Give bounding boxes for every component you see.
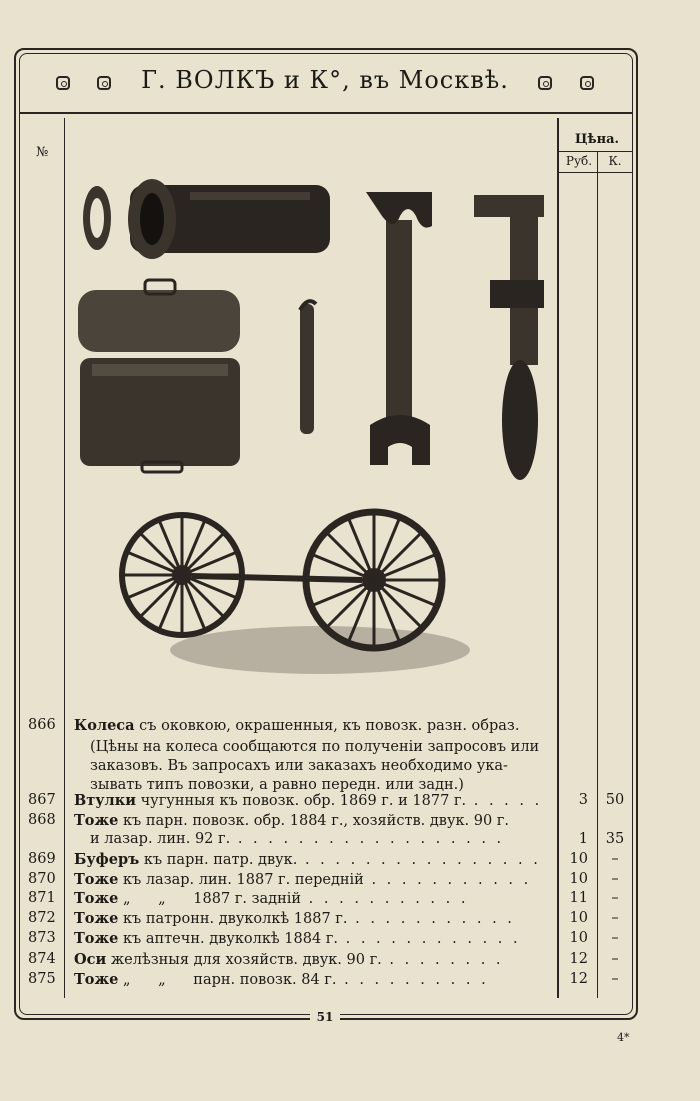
- page-header-title: Г. ВОЛКЪ и К°, въ Москвѣ.: [141, 66, 509, 94]
- entry-description: [74, 889, 554, 909]
- entry-text: съ оковкою, окрашенныя, къ повозк. разн. образ.: [139, 718, 520, 734]
- entry-price-kop: –: [611, 871, 619, 887]
- rub-column-header: Руб.: [565, 154, 593, 168]
- catalog-entry-867: [0, 791, 700, 810]
- entry-text: чугунныя къ повозк. обр. 1869 г. и 1877 г.: [140, 793, 467, 809]
- entry-text: къ лазар. лин. 1887 г. передній: [122, 872, 364, 888]
- catalog-entry-870: [0, 870, 700, 889]
- signature-mark: 4*: [617, 1031, 630, 1044]
- leader-dots: . . . . . . . . . . .: [363, 872, 532, 888]
- entry-name: Тоже: [74, 930, 119, 947]
- entry-name: Буферъ: [74, 851, 140, 868]
- entry-name: Тоже: [74, 890, 119, 907]
- entry-price-kop: –: [611, 851, 619, 867]
- entry-description: [74, 716, 554, 736]
- entry-text: и лазар. лин. 92 г.: [90, 831, 231, 847]
- entry-note-line: (Цѣны на колеса сообщаются по полученіи запросовъ или: [90, 739, 540, 755]
- entry-text: желѣзныя для хозяйств. двук. 90 г.: [110, 952, 382, 968]
- entry-price-kop: –: [611, 971, 619, 987]
- entry-price-kop: –: [611, 890, 619, 906]
- entry-description: [74, 870, 554, 890]
- price-subheader-rule: [557, 172, 633, 173]
- ornament-icon: [97, 76, 111, 90]
- entry-price-rub: 3: [578, 792, 588, 808]
- entry-name: Тоже: [74, 971, 119, 988]
- entry-text: къ патронн. двуколкѣ 1887 г.: [122, 911, 348, 927]
- entry-description: [74, 909, 554, 929]
- parts-illustration: [70, 170, 550, 700]
- catalog-entry-873: [0, 929, 700, 948]
- entry-price-rub: 12: [569, 971, 588, 987]
- ornament-icon: [580, 76, 594, 90]
- entry-number: 868: [28, 812, 56, 828]
- entry-description: [74, 811, 554, 831]
- monkey-wrench-icon: [474, 195, 544, 480]
- leader-dots: . . . . . . . .: [381, 952, 504, 968]
- entry-number: 872: [28, 910, 56, 926]
- leader-dots: . . . . .: [466, 793, 543, 809]
- entry-number: 867: [28, 792, 56, 808]
- washer-ring-icon: [83, 186, 111, 250]
- catalog-entry-871: [0, 889, 700, 908]
- leader-dots: . . . . . . . . . . . . . . . .: [297, 852, 541, 868]
- entry-name: Тоже: [74, 910, 119, 927]
- entry-number: 869: [28, 851, 56, 867]
- ornament-icon: [56, 76, 70, 90]
- leader-dots: . . . . . . . . . . .: [301, 891, 469, 907]
- entry-price-rub: 10: [569, 930, 588, 946]
- entry-text: „ „ 1887 г. задній: [122, 891, 302, 907]
- hub-bushing-icon: [128, 179, 330, 259]
- leader-dots: . . . . . . . . . . .: [347, 911, 515, 927]
- entry-price-kop: 35: [605, 831, 625, 847]
- entry-price-kop: 50: [605, 792, 625, 808]
- catalog-entry-869: [0, 850, 700, 869]
- entry-text: къ парн. повозк. обр. 1884 г., хозяйств. двук. 90 г.: [122, 813, 510, 829]
- ornament-icon: [538, 76, 552, 90]
- open-wrench-icon: [366, 192, 432, 465]
- entry-description: [74, 791, 554, 811]
- entry-number: 866: [28, 717, 56, 733]
- kop-column-header: К.: [608, 154, 622, 168]
- entry-number: 874: [28, 951, 56, 967]
- catalog-entry-866: [0, 716, 700, 735]
- page-number: 51: [310, 1010, 340, 1024]
- entry-description: [74, 950, 554, 970]
- entry-note-line: зывать типъ повозки, а равно передн. или задн.): [90, 777, 464, 793]
- entry-price-kop: –: [611, 951, 619, 967]
- entry-name: Тоже: [74, 871, 119, 888]
- entry-description: [74, 970, 554, 990]
- catalog-entry-872: [0, 909, 700, 928]
- entry-price-rub: 10: [569, 871, 588, 887]
- entry-description: [90, 830, 570, 849]
- entry-price-rub: 1: [578, 831, 588, 847]
- entry-price-rub: 11: [569, 890, 588, 906]
- catalog-entry-868-cont: [0, 830, 700, 849]
- entry-description: [74, 850, 554, 870]
- catalog-entry-868: [0, 811, 700, 830]
- entry-number: 875: [28, 971, 56, 987]
- small-key-icon: [300, 301, 316, 434]
- leader-dots: . . . . . . . . . . . .: [338, 931, 521, 947]
- entry-price-rub: 12: [569, 951, 588, 967]
- leader-dots: . . . . . . . . . . . . . . . . . .: [230, 831, 505, 847]
- entry-price-kop: –: [611, 930, 619, 946]
- catalog-entry-874: [0, 950, 700, 969]
- entry-text: къ парн. патр. двук.: [143, 852, 298, 868]
- entry-name: Тоже: [74, 812, 119, 829]
- entry-number: 873: [28, 930, 56, 946]
- entry-number: 871: [28, 890, 56, 906]
- wheels-axle-icon: [122, 512, 470, 674]
- entry-price-rub: 10: [569, 851, 588, 867]
- entry-text: „ „ парн. повозк. 84 г.: [122, 972, 337, 988]
- header-separator: [19, 112, 633, 114]
- entry-name: Втулки: [74, 792, 136, 809]
- grease-box-icon: [78, 280, 240, 472]
- price-column-header: Цѣна.: [574, 132, 620, 147]
- catalog-entry-875: [0, 970, 700, 989]
- entry-number: 870: [28, 871, 56, 887]
- entry-price-rub: 10: [569, 910, 588, 926]
- price-header-rule: [557, 151, 633, 152]
- number-column-header: №: [36, 145, 49, 160]
- entry-price-kop: –: [611, 910, 619, 926]
- entry-note-line: заказовъ. Въ запросахъ или заказахъ необходимо ука-: [90, 758, 508, 774]
- entry-text: къ аптечн. двуколкѣ 1884 г.: [122, 931, 338, 947]
- entry-name: Оси: [74, 951, 107, 968]
- leader-dots: . . . . . . . . . .: [336, 972, 489, 988]
- entry-description: [74, 929, 554, 949]
- entry-name: Колеса: [74, 717, 135, 734]
